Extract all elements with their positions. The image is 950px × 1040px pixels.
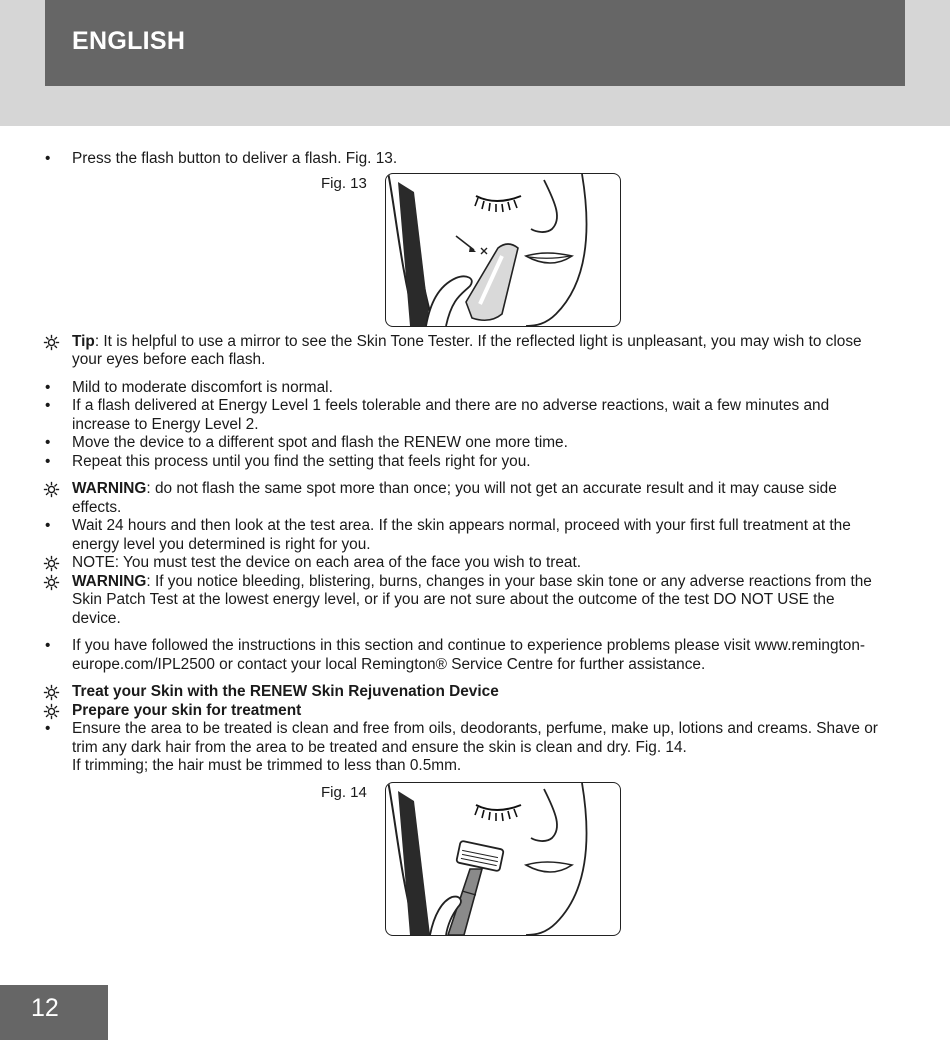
item-text: If you have followed the instructions in this section and continue to experience problems please visit www.remington-europe.com/IPL2500 or contact your local Remington® Service Centre for further assistance. bbox=[72, 637, 866, 673]
face-flash-illustration bbox=[385, 173, 621, 327]
bullet-icon: • bbox=[45, 378, 51, 396]
list-item bbox=[45, 150, 885, 169]
figure-label: Fig. 14 bbox=[321, 783, 367, 801]
warning-item bbox=[45, 573, 885, 629]
page-number-box bbox=[0, 985, 108, 1040]
item-text: Wait 24 hours and then look at the test area. If the skin appears normal, proceed with your first full treatment at the energy level you determined is right for you. bbox=[72, 517, 851, 553]
list-item bbox=[45, 379, 885, 398]
heading-text: Prepare your skin for treatment bbox=[72, 701, 302, 719]
bullet-icon: • bbox=[45, 720, 51, 737]
heading-text: Treat your Skin with the RENEW Skin Rejuvenation Device bbox=[72, 683, 499, 700]
figure-14 bbox=[45, 782, 885, 938]
sun-icon bbox=[43, 703, 60, 720]
list-item bbox=[45, 434, 885, 453]
warning-label: WARNING bbox=[72, 572, 147, 590]
item-text: Move the device to a different spot and flash the RENEW one more time. bbox=[72, 434, 568, 451]
warning-item bbox=[45, 480, 885, 517]
sun-icon bbox=[43, 481, 60, 498]
note-item bbox=[45, 554, 885, 573]
bullet-icon: • bbox=[45, 517, 51, 534]
section-heading bbox=[45, 683, 885, 702]
note-text: NOTE: You must test the device on each area of the face you wish to treat. bbox=[72, 554, 582, 571]
bullet-icon: • bbox=[45, 637, 51, 654]
bullet-icon: • bbox=[45, 150, 51, 167]
list-item bbox=[45, 453, 885, 472]
page-number: 12 bbox=[31, 994, 59, 1022]
face-shave-illustration bbox=[385, 782, 621, 936]
warning-text: : do not flash the same spot more than once; you will not get an accurate result and it may cause side effects. bbox=[72, 480, 837, 516]
item-text-line2: If trimming; the hair must be trimmed to less than 0.5mm. bbox=[72, 757, 462, 774]
page-language-title: ENGLISH bbox=[72, 27, 186, 55]
sun-icon bbox=[43, 684, 60, 701]
item-text: Press the flash button to deliver a flash. Fig. 13. bbox=[72, 150, 398, 167]
list-item bbox=[45, 517, 885, 554]
manual-content bbox=[45, 150, 885, 938]
section-heading bbox=[45, 702, 885, 721]
bullet-icon: • bbox=[45, 452, 51, 470]
header-bar bbox=[45, 0, 905, 86]
bullet-icon: • bbox=[45, 397, 51, 414]
bullet-icon: • bbox=[45, 434, 51, 451]
item-text: Mild to moderate discomfort is normal. bbox=[72, 378, 333, 396]
item-text: Repeat this process until you find the setting that feels right for you. bbox=[72, 452, 531, 470]
item-text: Ensure the area to be treated is clean and free from oils, deodorants, perfume, make up, lotions and creams. Shave or trim any dark hair from the area to be treated and ensure the skin is clean and dry. Fig. 14. bbox=[72, 720, 878, 756]
sun-icon bbox=[43, 555, 60, 572]
sun-icon bbox=[43, 574, 60, 591]
list-item bbox=[45, 637, 885, 674]
list-item bbox=[45, 720, 885, 776]
warning-text: : If you notice bleeding, blistering, burns, changes in your base skin tone or any adverse reactions from the Skin Patch Test at the lowest energy level, or if you are not sure about the outcome of the test DO NOT USE the device. bbox=[72, 572, 872, 627]
figure-13 bbox=[45, 173, 885, 329]
warning-label: WARNING bbox=[72, 480, 147, 497]
item-text: If a flash delivered at Energy Level 1 feels tolerable and there are no adverse reactions, wait a few minutes and increase to Energy Level 2. bbox=[72, 397, 830, 433]
list-item bbox=[45, 397, 885, 434]
sun-icon bbox=[43, 334, 60, 351]
tip-item bbox=[45, 333, 885, 370]
tip-text: : It is helpful to use a mirror to see the Skin Tone Tester. If the reflected light is unpleasant, you may wish to close your eyes before each flash. bbox=[72, 332, 862, 368]
figure-label: Fig. 13 bbox=[321, 174, 367, 192]
tip-label: Tip bbox=[72, 332, 95, 350]
